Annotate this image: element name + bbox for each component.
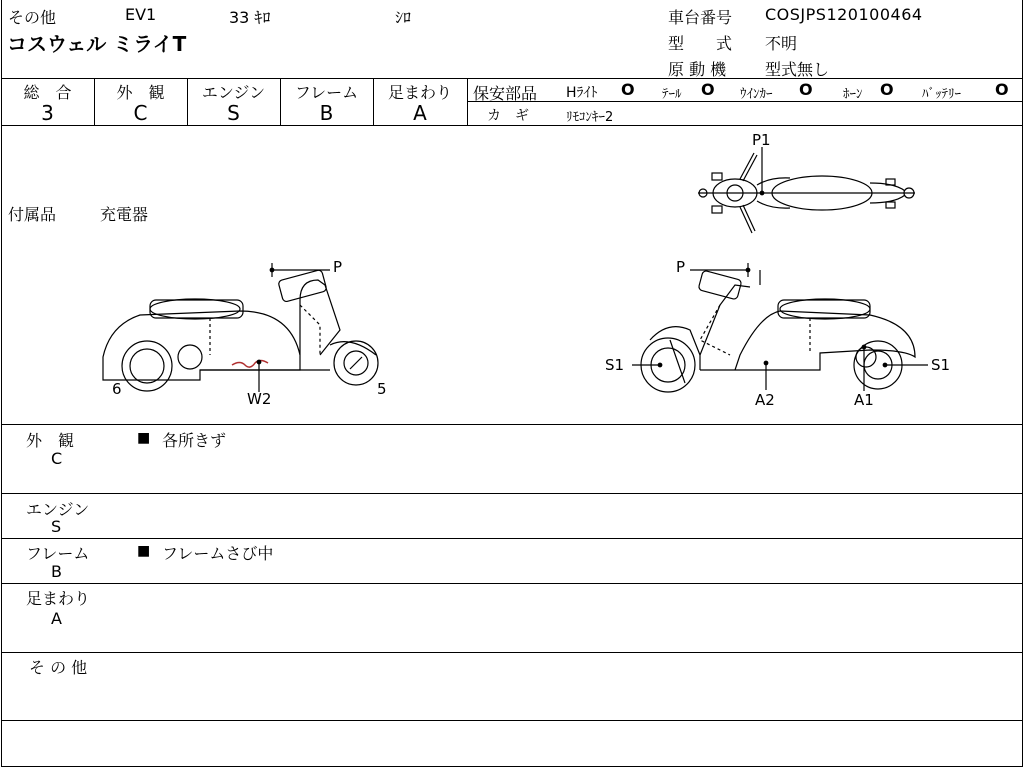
grade-label: フレーム xyxy=(294,83,359,102)
note-bullet: ■ xyxy=(137,543,151,559)
engine-value: 型式無し xyxy=(765,60,830,79)
model-name: コスウェル ミライT xyxy=(7,32,187,56)
note-title: エンジン xyxy=(26,500,90,519)
engine-label: 原 動 機 xyxy=(668,60,727,79)
damage-mark xyxy=(232,361,268,368)
safety-item-label: ﾊﾞｯﾃﾘｰ xyxy=(922,87,961,102)
note-bullet: ■ xyxy=(137,430,151,446)
note-grade: A xyxy=(51,609,62,628)
safety-item-label: Hﾗｲﾄ xyxy=(566,85,598,101)
accessories-value: 充電器 xyxy=(100,205,149,224)
label-s1-left: S1 xyxy=(605,356,625,374)
note-title: フレーム xyxy=(26,544,90,563)
scooter-left-view xyxy=(103,258,387,408)
label-6: 6 xyxy=(112,380,122,398)
type-value: 不明 xyxy=(765,34,798,53)
key-value: ﾘﾓｺﾝｷｰ2 xyxy=(566,110,614,125)
grade-label: エンジン xyxy=(201,83,266,102)
safety-label: 保安部品 xyxy=(473,84,538,103)
label-p1: P1 xyxy=(752,131,771,149)
note-title: 外 観 xyxy=(26,431,75,450)
grade-value: S xyxy=(227,101,240,125)
safety-item-mark: O xyxy=(995,80,1009,99)
safety-item-label: ﾎｰﾝ xyxy=(843,87,863,102)
note-grade: C xyxy=(51,449,63,468)
scooter-right-view xyxy=(605,258,950,409)
safety-item-mark: O xyxy=(799,80,813,99)
safety-item-mark: O xyxy=(880,80,894,99)
type-label: 型 式 xyxy=(668,34,733,53)
grade-value: 3 xyxy=(41,101,54,125)
note-text: 各所きず xyxy=(162,431,227,450)
label-5: 5 xyxy=(377,380,387,398)
grade-label: 外 観 xyxy=(116,83,165,102)
label-p-right: P xyxy=(676,258,686,276)
note-grade: B xyxy=(51,562,62,581)
accessories-label: 付属品 xyxy=(8,205,57,224)
model-code: EV1 xyxy=(125,5,157,24)
note-text: フレームさび中 xyxy=(162,544,274,563)
scooter-diagram xyxy=(0,125,1024,425)
note-title: そ の 他 xyxy=(29,658,88,677)
grade-value: B xyxy=(319,101,334,125)
frame-no-value: COSJPS120100464 xyxy=(765,5,923,24)
label-p-left: P xyxy=(333,258,343,276)
label-a1: A1 xyxy=(854,391,874,409)
safety-item-label: ﾃｰﾙ xyxy=(662,87,682,102)
safety-item-mark: O xyxy=(621,80,635,99)
scooter-top-view xyxy=(698,131,915,233)
key-label: カ ギ xyxy=(487,108,529,124)
grade-value: A xyxy=(413,101,427,125)
color: ｼﾛ xyxy=(395,8,412,27)
category: その他 xyxy=(8,8,57,27)
label-s1-right: S1 xyxy=(931,356,951,374)
grade-label: 足まわり xyxy=(387,83,452,102)
mileage: 33 ｷﾛ xyxy=(229,8,271,27)
note-title: 足まわり xyxy=(26,589,91,608)
note-grade: S xyxy=(51,517,62,536)
frame-no-label: 車台番号 xyxy=(668,8,733,27)
label-a2: A2 xyxy=(755,391,775,409)
safety-item-label: ｳｲﾝｶｰ xyxy=(740,87,773,102)
label-w2: W2 xyxy=(247,390,272,408)
grade-value: C xyxy=(133,101,148,125)
grade-label: 総 合 xyxy=(23,83,72,102)
safety-item-mark: O xyxy=(701,80,715,99)
